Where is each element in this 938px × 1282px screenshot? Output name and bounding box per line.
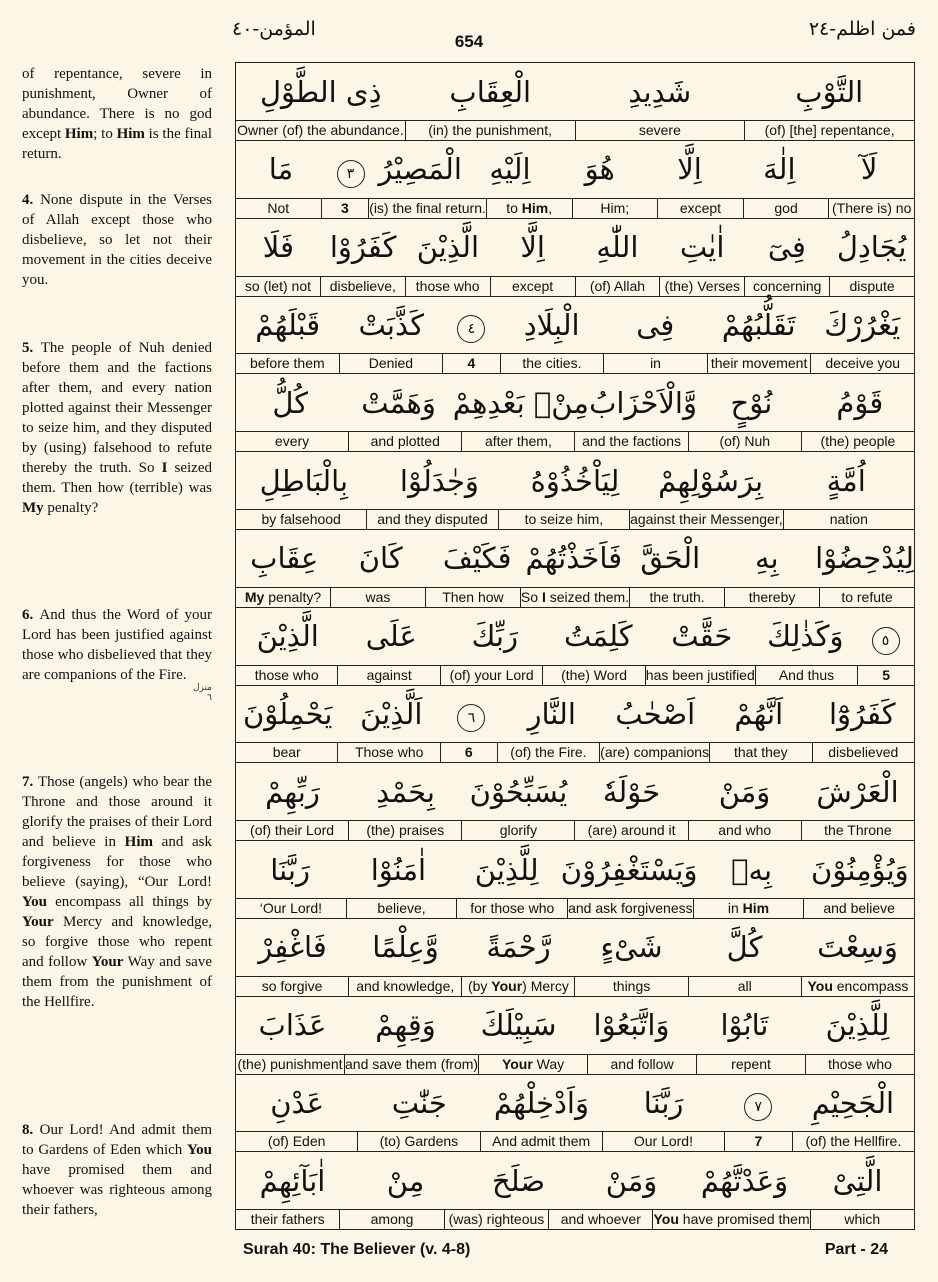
- arabic-word: اِلَيْهِ: [489, 152, 531, 187]
- translation-text: And thus the Word of your Lord has been justified against those who disbelieved that they are companions of the Fire.: [22, 607, 212, 683]
- english-gloss-line: [236, 1054, 914, 1075]
- arabic-word: بِهِ: [755, 541, 779, 576]
- arabic-line: [236, 530, 914, 587]
- arabic-word: بِرَسُوْلِهِمْ: [658, 463, 764, 498]
- english-gloss: (in) the punishment,: [405, 121, 575, 140]
- arabic-word: وَاتَّبَعُوْا: [593, 1008, 670, 1043]
- verse-number: 4.: [22, 192, 41, 208]
- english-gloss: deceive you: [810, 354, 914, 373]
- english-gloss-line: [236, 587, 914, 608]
- arabic-word: كَفَرُوْٓا: [828, 696, 896, 731]
- arabic-word: تَقَلُّبُهُمْ: [721, 307, 796, 342]
- english-gloss: My penalty?: [244, 588, 322, 605]
- arabic-line: [236, 1152, 914, 1209]
- arabic-word: وَّعِلْمًا: [372, 930, 439, 965]
- english-gloss: has been justified: [645, 666, 755, 683]
- arabic-word: فَلَا: [262, 230, 294, 265]
- english-gloss: (was) righteous: [444, 1210, 548, 1229]
- english-gloss: their fathers: [250, 1211, 325, 1228]
- arabic-word: يُسَبِّحُوْنَ: [469, 774, 568, 809]
- english-gloss-line: [236, 1209, 914, 1230]
- grid-row: [236, 841, 914, 919]
- english-gloss: except: [657, 199, 743, 218]
- grid-row: [236, 608, 914, 686]
- arabic-word: كَذَّبَتْ: [358, 307, 425, 342]
- english-gloss: and ask forgiveness: [568, 900, 693, 916]
- translation-verse: [22, 338, 212, 518]
- arabic-word: وَكَذٰلِكَ: [767, 619, 844, 654]
- english-gloss: before them: [249, 355, 325, 372]
- english-gloss: (the) people: [801, 432, 914, 451]
- english-gloss: god: [743, 199, 829, 218]
- english-gloss: that they: [709, 743, 811, 762]
- english-gloss: in Him: [693, 899, 804, 918]
- arabic-word: لِلَّذِيْنَ: [474, 852, 539, 887]
- word-by-word-grid: [235, 62, 915, 1230]
- footer-surah-title: Surah 40: The Believer (v. 4-8): [243, 1241, 471, 1258]
- arabic-word: قَوْمُ: [836, 385, 884, 420]
- surah-name-arabic: المؤمن-٤٠: [232, 18, 316, 40]
- arabic-word: وَجٰدَلُوْا: [399, 463, 479, 498]
- arabic-word: الَّتِىْ: [832, 1163, 883, 1198]
- english-gloss: And thus: [755, 666, 857, 685]
- english-gloss: ‘Our Lord!: [259, 900, 322, 916]
- verse-end-marker: ٧: [725, 1084, 792, 1121]
- grid-row: [236, 530, 914, 608]
- arabic-word: الْجَحِيْمِ: [811, 1085, 895, 1120]
- arabic-word: تَابُوْا: [720, 1008, 769, 1043]
- grid-row: [236, 63, 914, 141]
- arabic-word: الْحَقَّ: [640, 541, 701, 576]
- arabic-word: مَا: [268, 152, 294, 187]
- english-gloss: (the) punishment: [237, 1055, 343, 1072]
- english-gloss-line: [236, 665, 914, 686]
- arabic-word: رَبِّهِمْ: [265, 774, 320, 809]
- arabic-word: وَقِهِمْ: [375, 1008, 436, 1043]
- english-gloss: Your Way: [478, 1055, 587, 1074]
- arabic-line: [236, 919, 914, 976]
- english-gloss: and they disputed: [366, 510, 497, 529]
- english-gloss: (the) Verses: [659, 277, 744, 296]
- english-gloss: (the) Word: [542, 666, 644, 685]
- english-gloss: those who: [254, 666, 319, 683]
- english-gloss: (of) the Hellfire.: [792, 1132, 914, 1151]
- arabic-word: عَلَى: [365, 619, 417, 654]
- arabic-word: فَاغْفِرْ: [258, 930, 327, 965]
- english-gloss: and follow: [587, 1055, 696, 1074]
- arabic-word: اِلٰهَ: [763, 152, 796, 187]
- english-gloss: and save them (from): [345, 1055, 479, 1072]
- arabic-word: يَحْمِلُوْنَ: [243, 696, 333, 731]
- arabic-word: وَمَنْ: [605, 1163, 658, 1198]
- translation-text: The people of Nuh denied before them and the factions after them, and every nation plotted against their Messenger to seize him, and they disputed by (using) falsehood to refute thereby the truth. So I seized them. Then how (terrible) was My penalty?: [22, 340, 213, 516]
- english-gloss: (of) Nuh: [688, 432, 801, 451]
- english-gloss: (are) companions: [600, 744, 710, 761]
- arabic-word: عِقَابِ: [250, 541, 319, 576]
- translation-verse: [22, 605, 212, 685]
- verse-number-cell: 5: [857, 666, 914, 685]
- english-gloss: nation: [783, 510, 914, 529]
- english-gloss: the cities.: [500, 354, 604, 373]
- arabic-word: لِيُدْحِضُوْا: [815, 541, 914, 576]
- arabic-word: عَدْنِ: [270, 1085, 325, 1120]
- arabic-word: النَّارِ: [527, 696, 576, 731]
- english-gloss: things: [574, 977, 687, 996]
- arabic-word: مِنْۢ بَعْدِهِمْ: [452, 385, 589, 420]
- english-gloss: the Throne: [801, 821, 914, 840]
- translation-verse: [22, 64, 212, 164]
- grid-row: [236, 452, 914, 530]
- english-gloss-line: [236, 120, 914, 141]
- english-gloss: glorify: [461, 821, 574, 840]
- english-gloss: to seize him,: [498, 510, 629, 529]
- english-gloss: and who: [688, 821, 801, 840]
- footer-part: Part - 24: [824, 1241, 888, 1258]
- arabic-word: رَبَّنَا: [270, 852, 310, 887]
- arabic-word: هُوَ: [584, 152, 615, 187]
- arabic-word: رَبَّنَا: [643, 1085, 684, 1120]
- english-gloss: Those who: [337, 743, 439, 762]
- english-gloss: You have promised them: [653, 1211, 810, 1228]
- arabic-word: لِيَاْخُذُوْهُ: [530, 463, 620, 498]
- english-gloss-line: [236, 898, 914, 919]
- arabic-word: رَّحْمَةً: [486, 930, 551, 965]
- arabic-word: مِنْ: [386, 1163, 425, 1198]
- arabic-word: اٰيٰتِ: [679, 230, 725, 265]
- english-gloss: So I seized them.: [520, 588, 630, 605]
- verse-number-cell: 3: [321, 199, 369, 218]
- english-gloss: against their Messenger,: [630, 511, 783, 527]
- arabic-line: [236, 374, 914, 431]
- arabic-word: لِلَّذِيْنَ: [825, 1008, 890, 1043]
- arabic-word: شَىْءٍ: [600, 930, 663, 965]
- english-gloss-line: [236, 1131, 914, 1152]
- grid-row: [236, 141, 914, 219]
- arabic-word: رَبِّكَ: [471, 619, 519, 654]
- arabic-word: فَكَيْفَ: [442, 541, 512, 576]
- english-gloss-line: [236, 431, 914, 452]
- english-gloss: And admit them: [480, 1132, 602, 1151]
- english-gloss: disbelieve,: [320, 277, 405, 296]
- english-gloss: (of) your Lord: [440, 666, 542, 685]
- english-gloss: Him;: [572, 199, 658, 218]
- translation-text: Our Lord! And admit them to Gardens of Eden which You have promised them and whoever was righteous among their fathers,: [22, 1122, 212, 1218]
- english-gloss: repent: [696, 1055, 805, 1074]
- arabic-word: حَوْلَهٗ: [602, 774, 661, 809]
- english-gloss: the truth.: [629, 588, 724, 607]
- english-gloss: (There is) no: [828, 199, 914, 218]
- translation-verse: [22, 190, 212, 290]
- verse-number: 8.: [22, 1122, 40, 1138]
- arabic-word: اٰمَنُوْا: [370, 852, 427, 887]
- margin-manzil-note: منزل ٦: [192, 683, 212, 703]
- english-gloss: after them,: [461, 432, 574, 451]
- english-gloss: Our Lord!: [602, 1132, 724, 1151]
- verse-number: 7.: [22, 774, 39, 790]
- arabic-line: [236, 841, 914, 898]
- grid-row: [236, 1152, 914, 1230]
- english-gloss: which: [810, 1210, 914, 1229]
- arabic-word: كُلُّ: [272, 385, 309, 420]
- arabic-line: [236, 452, 914, 509]
- english-gloss: Not: [267, 199, 290, 216]
- arabic-word: اُمَّةٍ: [826, 463, 866, 498]
- arabic-word: نُوْحٍ: [730, 385, 773, 420]
- verse-number-cell: 7: [724, 1132, 792, 1151]
- translation-text: None dispute in the Verses of Allah except those who disbelieve, so let not their movement in the cities deceive you.: [22, 192, 212, 288]
- arabic-line: [236, 763, 914, 820]
- english-gloss: against: [337, 666, 439, 685]
- english-gloss: bear: [272, 744, 301, 761]
- grid-row: [236, 219, 914, 297]
- english-gloss: (of) the Fire.: [497, 743, 599, 762]
- english-gloss: those who: [805, 1055, 914, 1074]
- english-gloss: all: [688, 977, 801, 996]
- arabic-word: اَنَّهُمْ: [734, 696, 784, 731]
- english-gloss: Denied: [339, 354, 443, 373]
- arabic-word: كَلِمَتُ: [563, 619, 633, 654]
- arabic-line: [236, 296, 914, 353]
- english-gloss: Then how: [425, 588, 520, 607]
- verse-number: 6.: [22, 607, 40, 623]
- english-gloss: to refute: [819, 588, 914, 607]
- english-gloss: and plotted: [348, 432, 461, 451]
- grid-row: [236, 374, 914, 452]
- grid-row: [236, 997, 914, 1075]
- english-gloss: (to) Gardens: [357, 1132, 479, 1151]
- arabic-word: اللّٰهِ: [596, 230, 639, 265]
- grid-row: [236, 919, 914, 997]
- translation-verse: [22, 772, 212, 1012]
- arabic-word: قَبْلَهُمْ: [255, 307, 321, 342]
- english-gloss: to Him,: [486, 199, 572, 218]
- english-gloss: and knowledge,: [348, 977, 461, 996]
- english-gloss: (is) the final return.: [369, 199, 486, 216]
- arabic-word: وَمَنْ: [718, 774, 771, 809]
- english-gloss: (of) [the] repentance,: [744, 121, 914, 140]
- english-gloss: and believe: [803, 899, 914, 918]
- arabic-word: وَّالْاَحْزَابُ: [589, 385, 697, 420]
- arabic-word: حَقَّتْ: [671, 619, 733, 654]
- verse-end-marker: ٥: [857, 618, 914, 655]
- arabic-word: فِىٓ: [767, 230, 806, 265]
- translation-verse: [22, 1120, 212, 1220]
- arabic-word: اِلَّا: [520, 230, 545, 265]
- english-gloss: and whoever: [548, 1210, 652, 1229]
- arabic-word: التَّوْبِ: [795, 74, 864, 109]
- english-gloss: thereby: [724, 588, 819, 607]
- arabic-word: فَاَخَذْتُهُمْ: [525, 541, 623, 576]
- arabic-word: صَلَحَ: [492, 1163, 545, 1198]
- english-gloss: those who: [405, 277, 490, 296]
- arabic-word: وَيَسْتَغْفِرُوْنَ: [560, 852, 698, 887]
- page-number: 654: [454, 32, 484, 51]
- arabic-word: فِى: [636, 307, 675, 342]
- arabic-word: اِلَّا: [677, 152, 702, 187]
- arabic-word: يُجَادِلُ: [836, 230, 907, 265]
- arabic-line: [236, 63, 914, 120]
- verse-number-cell: 4: [442, 354, 499, 373]
- english-gloss: except: [490, 277, 575, 296]
- translation-text: of repentance, severe in punishment, Owner of abundance. There is no god except Him; to Him is the final return.: [22, 66, 212, 162]
- english-gloss: dispute: [829, 277, 914, 296]
- english-gloss: concerning: [744, 277, 829, 296]
- grid-row: [236, 296, 914, 374]
- verse-end-marker: ٦: [443, 695, 500, 732]
- english-gloss: (of) their Lord: [250, 822, 335, 839]
- arabic-word: وَهَمَّتْ: [361, 385, 436, 420]
- english-gloss: among: [339, 1210, 443, 1229]
- arabic-word: سَبِيْلَكَ: [480, 1008, 557, 1043]
- arabic-word: وَعَدْتَّهُمْ: [700, 1163, 789, 1198]
- english-gloss: You encompass: [801, 977, 914, 996]
- english-gloss: their movement: [707, 354, 811, 373]
- arabic-line: [236, 1074, 914, 1131]
- translation-text: Those (angels) who bear the Throne and those around it glorify the praises of their Lord and believe in Him and ask forgiveness for those who believe (saying), “Our Lord! You encompass all things by Your Mercy and knowledge, so forgive those who repent and follow Your Way and save them from the punishment of the Hellfire.: [22, 774, 213, 1010]
- english-gloss-line: [236, 353, 914, 374]
- arabic-word: بِهٖ: [731, 852, 773, 887]
- english-gloss: Owner (of) the abundance.: [237, 122, 404, 138]
- english-gloss: so (let) not: [244, 277, 311, 294]
- arabic-word: الَّذِيْنَ: [256, 619, 319, 654]
- arabic-word: يَغْرُرْكَ: [824, 307, 901, 342]
- english-gloss: believe,: [346, 899, 457, 918]
- arabic-word: بِحَمْدِ: [376, 774, 435, 809]
- arabic-word: جَنّٰتِ: [391, 1085, 447, 1120]
- arabic-line: [236, 219, 914, 276]
- english-gloss-line: [236, 976, 914, 997]
- verse-number-cell: 6: [440, 743, 497, 762]
- english-gloss: (of) Allah: [575, 277, 660, 296]
- english-gloss-line: [236, 276, 914, 297]
- arabic-word: الَّذِيْنَ: [416, 230, 479, 265]
- arabic-word: الْبِلَادِ: [523, 307, 580, 342]
- arabic-word: الْعَرْشَ: [816, 774, 899, 809]
- arabic-line: [236, 608, 914, 665]
- juz-name-arabic: فمن اظلم-٢٤: [808, 18, 916, 40]
- english-gloss-line: [236, 742, 914, 763]
- arabic-word: لَآ: [860, 152, 878, 187]
- english-gloss: (by Your) Mercy: [461, 977, 574, 996]
- grid-row: [236, 763, 914, 841]
- verse-number: 5.: [22, 340, 41, 356]
- english-gloss: every: [274, 433, 310, 450]
- arabic-word: كَفَرُوْا: [329, 230, 397, 265]
- english-gloss-line: [236, 198, 914, 219]
- arabic-word: الْمَصِيْرُ: [378, 152, 462, 187]
- english-gloss: disbelieved: [812, 743, 914, 762]
- english-gloss: (the) praises: [348, 821, 461, 840]
- arabic-word: شَدِيدِ: [628, 74, 692, 109]
- arabic-word: عَذَابَ: [258, 1008, 327, 1043]
- arabic-word: اٰبَآئِهِمْ: [259, 1163, 326, 1198]
- grid-row: [236, 1074, 914, 1152]
- arabic-word: بِالْبَاطِلِ: [259, 463, 349, 498]
- english-gloss: in: [603, 354, 707, 373]
- arabic-word: ذِى الطَّوْلِ: [259, 74, 382, 109]
- english-gloss: and the factions: [574, 432, 687, 451]
- arabic-word: كُلَّ: [726, 930, 763, 965]
- arabic-word: كَانَ: [358, 541, 403, 576]
- english-gloss-line: [236, 820, 914, 841]
- arabic-word: وَيُؤْمِنُوْنَ: [811, 852, 909, 887]
- verse-end-marker: ٣: [326, 151, 375, 188]
- arabic-line: [236, 141, 914, 198]
- english-gloss: so forgive: [261, 977, 323, 994]
- english-gloss: (are) around it: [574, 821, 687, 840]
- english-gloss: was: [330, 588, 425, 607]
- arabic-word: اَلَّذِيْنَ: [360, 696, 423, 731]
- arabic-word: اَصْحٰبُ: [615, 696, 696, 731]
- english-gloss: severe: [575, 121, 745, 140]
- arabic-word: وَاَدْخِلْهُمْ: [493, 1085, 589, 1120]
- arabic-line: [236, 997, 914, 1054]
- english-gloss: by falsehood: [261, 511, 341, 527]
- verse-end-marker: ٤: [443, 306, 500, 343]
- english-gloss-line: [236, 509, 914, 530]
- english-gloss: (of) Eden: [267, 1133, 326, 1150]
- arabic-word: وَسِعْتَ: [817, 930, 898, 965]
- arabic-line: [236, 685, 914, 742]
- arabic-word: الْعِقَابِ: [449, 74, 532, 109]
- grid-row: [236, 685, 914, 763]
- english-gloss: for those who: [456, 899, 567, 918]
